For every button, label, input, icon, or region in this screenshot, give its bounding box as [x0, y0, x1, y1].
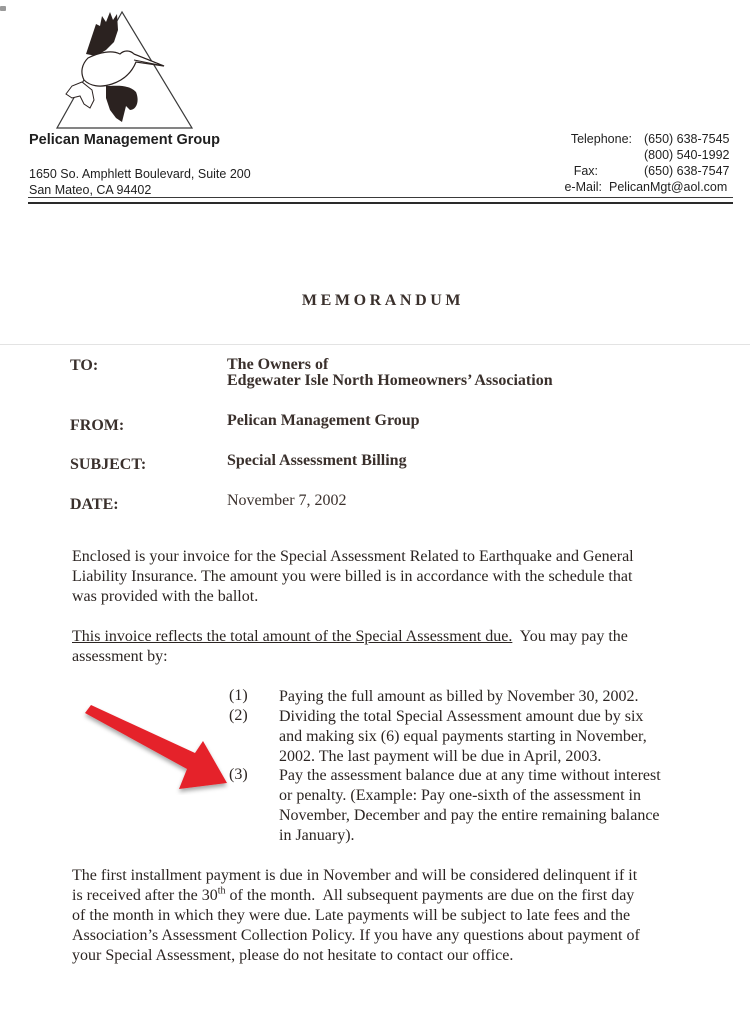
- arrow-shape: [85, 705, 227, 789]
- telephone-2: (800) 540-1992: [644, 148, 730, 162]
- option-3-text: [279, 766, 661, 846]
- red-arrow-icon: [75, 705, 250, 795]
- option-2-line: and making six (6) equal payments starting in November,: [279, 728, 647, 745]
- to-line-1: The Owners of: [227, 356, 329, 373]
- option-3-line: November, December and pay the entire remaining balance: [279, 807, 660, 824]
- terms-line: your Special Assessment, please do not hesitate to contact our office.: [72, 947, 514, 964]
- pay-by-text: You may pay the: [512, 628, 628, 645]
- option-2-text: [279, 707, 647, 767]
- date-value: November 7, 2002: [227, 492, 347, 509]
- option-1-number: (1): [229, 687, 248, 704]
- address-line-2: San Mateo, CA 94402: [29, 183, 152, 197]
- company-name: Pelican Management Group: [29, 132, 220, 148]
- option-2-number: (2): [229, 707, 248, 724]
- terms-line: The first installment payment is due in November and will be considered delinquent if it: [72, 867, 638, 884]
- address-line-1: 1650 So. Amphlett Boulevard, Suite 200: [29, 167, 251, 181]
- paragraph-intro: [72, 547, 712, 607]
- paragraph-intro-line: Liability Insurance. The amount you were billed is in accordance with the schedule that: [72, 568, 633, 585]
- terms-text: is received after the 30: [72, 887, 218, 904]
- to-line-2: Edgewater Isle North Homeowners’ Association: [227, 372, 553, 389]
- invoice-total-statement: This invoice reflects the total amount of the Special Assessment due.: [72, 628, 513, 645]
- option-3-line: Pay the assessment balance due at any time without interest: [279, 767, 661, 784]
- paragraph-installment-terms: [72, 866, 732, 966]
- option-3-line: or penalty. (Example: Pay one-sixth of the assessment in: [279, 787, 641, 804]
- option-2-line: Dividing the total Special Assessment amount due by six: [279, 708, 644, 725]
- option-3-line: in January).: [279, 827, 355, 844]
- terms-line: Association’s Assessment Collection Policy. If you have any questions about payment of: [72, 927, 640, 944]
- telephone-label: Telephone:: [570, 132, 632, 146]
- terms-line: [72, 886, 732, 906]
- letterhead-rule-thin: [28, 197, 733, 198]
- option-3-number: (3): [229, 766, 248, 783]
- pay-by-text-line2: assessment by:: [72, 648, 168, 665]
- telephone-1: (650) 638-7545: [644, 132, 730, 146]
- scan-seam-line: [0, 344, 750, 345]
- email-address[interactable]: PelicanMgt@aol.com: [609, 180, 728, 194]
- terms-text: of the month. All subsequent payments are due on the first day: [225, 887, 635, 904]
- subject-value: Special Assessment Billing: [227, 452, 407, 469]
- fax-number: (650) 638-7547: [644, 164, 730, 178]
- fax-label: Fax:: [573, 164, 598, 178]
- contact-block: [0, 0, 750, 200]
- email-label: e-Mail:: [564, 180, 602, 194]
- from-label: FROM:: [70, 417, 125, 434]
- option-1-text: [279, 687, 639, 707]
- paragraph-intro-line: was provided with the ballot.: [72, 588, 259, 605]
- date-label: DATE:: [70, 496, 119, 513]
- from-value: Pelican Management Group: [227, 412, 420, 429]
- terms-line: of the month in which they were due. Late payments will be subject to late fees and the: [72, 907, 631, 924]
- letterhead-rule-thick: [28, 202, 733, 204]
- to-label: TO:: [70, 357, 99, 374]
- subject-label: SUBJECT:: [70, 456, 147, 473]
- paragraph-payment-options: [72, 627, 712, 667]
- option-2-line: 2002. The last payment will be due in April, 2003.: [279, 748, 602, 765]
- option-1-line: Paying the full amount as billed by November 30, 2002.: [279, 688, 639, 705]
- ordinal-suffix: th: [217, 885, 226, 897]
- paragraph-intro-line: Enclosed is your invoice for the Special Assessment Related to Earthquake and General: [72, 548, 634, 565]
- memo-title: MEMORANDUM: [301, 292, 465, 309]
